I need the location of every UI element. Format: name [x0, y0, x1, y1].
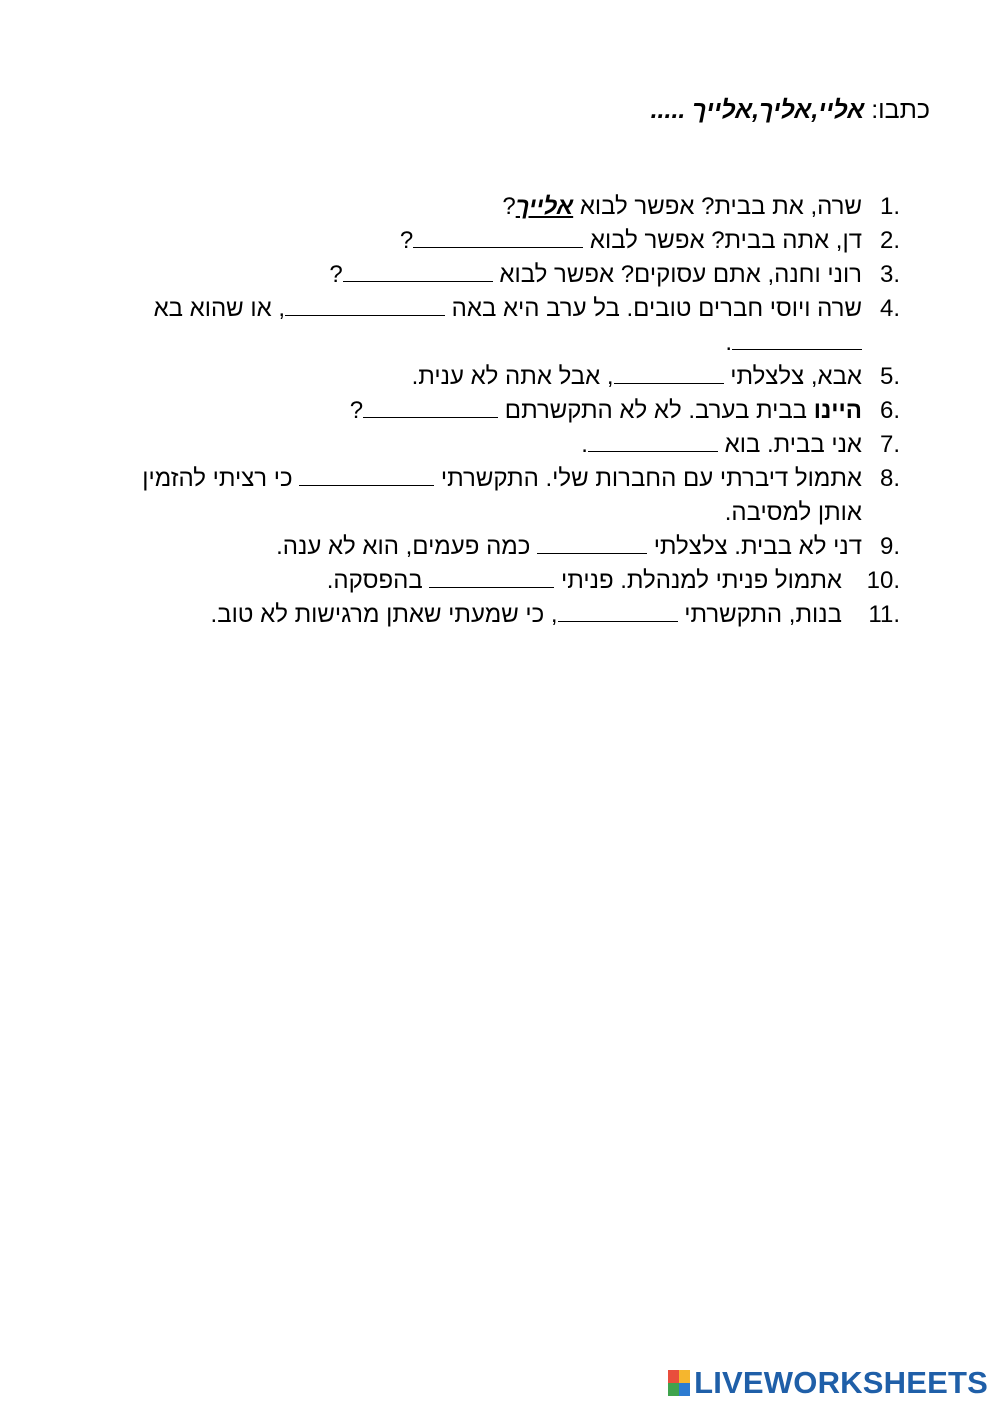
item-text: .: [725, 329, 732, 356]
liveworksheets-logo-icon: [668, 1370, 690, 1396]
item-number: 2.: [879, 227, 900, 254]
example-answer: אלייך: [515, 193, 574, 220]
item-text: בנות, התקשרתי: [677, 601, 842, 628]
item-text: , אבל אתה לא ענית.: [411, 363, 614, 390]
item-number: 1.: [879, 193, 900, 220]
exercise-item: [140, 598, 900, 632]
item-text: בהפסקה.: [326, 567, 430, 594]
answer-blank[interactable]: [558, 599, 678, 622]
item-text: ?: [502, 193, 516, 220]
answer-blank[interactable]: [429, 565, 554, 588]
item-number: 10.: [866, 567, 900, 594]
answer-blank[interactable]: [588, 429, 718, 452]
item-text: , כי שמעתי שאתן מרגישות לא טוב.: [210, 601, 558, 628]
item-text: ?: [329, 261, 343, 288]
item-number: 7.: [879, 431, 900, 458]
item-text: רוני וחנה, אתם עסוקים? אפשר לבוא: [492, 261, 862, 288]
item-text: אני בבית. בוא: [717, 431, 862, 458]
item-text: שרה, את בבית? אפשר לבוא: [573, 193, 862, 220]
instruction-words: אליי,אליך,אלייך .....: [650, 96, 865, 124]
item-number: 6.: [879, 397, 900, 424]
item-number: 11.: [868, 601, 900, 628]
item-number: 3.: [879, 261, 900, 288]
exercise-item: [140, 530, 900, 564]
item-text: אתמול דיברתי עם החברות שלי. התקשרתי: [434, 465, 862, 492]
item-text: דני לא בבית. צלצלתי: [647, 533, 862, 560]
exercise-item: [140, 394, 900, 428]
item-number: 5.: [879, 363, 900, 390]
exercise-item: [140, 224, 900, 258]
item-text: .: [581, 431, 588, 458]
exercise-item: [140, 428, 900, 462]
item-number: 8.: [879, 465, 900, 492]
answer-blank[interactable]: [299, 463, 434, 486]
item-text: בבית בערב. לא לא התקשרתם: [498, 397, 814, 424]
answer-blank[interactable]: [363, 395, 498, 418]
answer-blank[interactable]: [285, 293, 445, 316]
exercise-item: [140, 462, 900, 530]
answer-blank[interactable]: [343, 259, 493, 282]
item-number: 4.: [879, 295, 900, 322]
instruction-prefix: כתבו:: [871, 96, 930, 124]
exercise-item: [140, 360, 900, 394]
item-number: 9.: [879, 533, 900, 560]
item-text: דן, אתה בבית? אפשר לבוא: [583, 227, 862, 254]
item-text: אבא, צלצלתי: [723, 363, 862, 390]
item-text: שרה ויוסי חברים טובים. בל ערב היא באה: [445, 295, 862, 322]
item-text: , או שהוא בא: [153, 295, 285, 322]
instruction: [651, 96, 930, 125]
answer-blank[interactable]: [732, 327, 862, 350]
logo-text: LIVEWORKSHEETS: [694, 1365, 988, 1400]
exercise-item: [140, 258, 900, 292]
answer-blank[interactable]: [537, 531, 647, 554]
exercise-item: [140, 564, 900, 598]
exercise-item: [140, 190, 900, 224]
item-text: ?: [399, 227, 414, 254]
answer-blank[interactable]: [413, 225, 583, 248]
exercise-list: [140, 190, 900, 632]
item-bold-word: היינו: [813, 397, 862, 424]
item-text: כי רציתי להזמין אותן למסיבה.: [142, 465, 862, 526]
exercise-item: [140, 292, 900, 360]
liveworksheets-logo: [668, 1366, 988, 1400]
item-text: אתמול פניתי למנהלת. פניתי: [554, 567, 842, 594]
answer-blank[interactable]: [614, 361, 724, 384]
item-text: כמה פעמים, הוא לא ענה.: [276, 533, 538, 560]
item-text: ?: [349, 397, 364, 424]
